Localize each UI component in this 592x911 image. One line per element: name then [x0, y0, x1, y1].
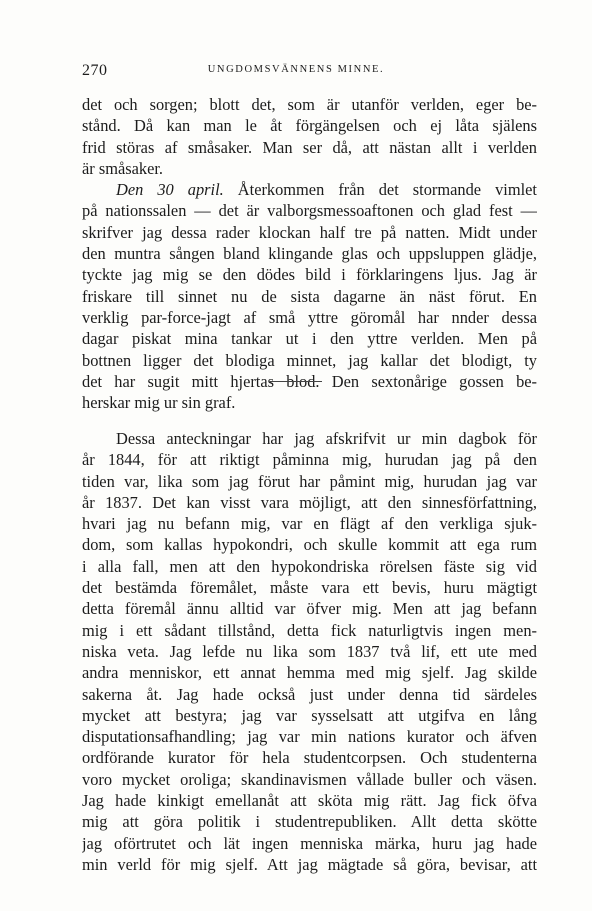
text-line: mycket att bestyra; jag var sysselsatt att utgifva en lång — [82, 705, 537, 725]
text-line: bottnen ligger det blodiga minnet, jag kallar det blodigt, ty — [82, 350, 537, 370]
text-line: niska veta. Jag lefde nu lika som 1837 två lif, ett ute med — [82, 641, 537, 661]
page-header — [0, 0, 592, 90]
section-divider — [270, 381, 322, 382]
text-line: voro mycket oroliga; skandinavismen vållade buller och väsen. — [82, 769, 537, 789]
running-head: UNGDOMSVÄNNENS MINNE. — [207, 64, 385, 75]
text-line: mig i ett sådant tillstånd, detta fick naturligtvis ingen men- — [82, 620, 537, 640]
text-line: Dessa anteckningar har jag afskrifvit ur min dagbok för — [116, 429, 537, 448]
text-line: mig att göra politik i studentrepubliken. Allt detta skötte — [82, 812, 537, 832]
text-line: detta föremål ännu alltid var öfver mig. Men att jag befann — [82, 599, 537, 619]
text-line: det bestämda föremålet, måste vara ett bevis, huru mägtigt — [82, 578, 537, 598]
text-line: år 1844, för att riktigt påminna mig, hurudan jag på den — [82, 450, 537, 470]
text-line: hvari jag nu befann mig, var en flägt af den verkliga sjuk- — [82, 514, 537, 534]
text-line: friskare till sinnet nu de sista dagarne än näst förut. En — [82, 286, 537, 306]
text-line: tyckte jag mig se den dödes bild i förklaringens ljus. Jag är — [82, 265, 537, 285]
entry-date: Den 30 april. — [116, 180, 224, 200]
page-number: 270 — [82, 62, 108, 79]
text-line: frid störas af småsaker. Man ser då, att nästan allt i verlden — [82, 137, 537, 157]
text-line: dom, som kallas hypokondri, och skulle kommit att ega rum — [82, 535, 537, 555]
text-line: stånd. Då kan man le åt förgängelsen och ej låta själens — [82, 116, 537, 136]
text-line: sakerna åt. Jag hade också just under denna tid särdeles — [82, 684, 537, 704]
text-line: den muntra sången bland klingande glas och uppsluppen glädje, — [82, 244, 537, 264]
text-line: herskar mig ur sin graf. — [82, 393, 236, 413]
dated-line-text: Återkommen från det stormande vimlet — [237, 180, 537, 200]
text-line: det och sorgen; blott det, som är utanför verlden, eger be- — [82, 95, 537, 114]
afterword-paragraph — [82, 428, 537, 875]
text-line: min verld för mig sjelf. Att jag mägtade så göra, bevisar, att — [82, 854, 537, 874]
text-line: verklig par-force-jagt af små yttre göromål har nnder dessa — [82, 307, 537, 327]
text-line: skrifver jag dessa rader klockan half tre på natten. Midt under — [82, 222, 537, 242]
text-line: Jag hade kinkigt emellanåt att sköta mig rätt. Jag fick öfva — [82, 791, 537, 811]
text-line: andra menniskor, ett annat hemma med mig sjelf. Jag skilde — [82, 663, 537, 683]
diary-entry-paragraph — [82, 94, 537, 413]
text-line: jag oförtrutet och lät ingen menniska märka, huru jag hade — [82, 833, 537, 853]
text-line: år 1837. Det kan visst vara möjligt, att den sinnesförfattning, — [82, 492, 537, 512]
text-line: är småsaker. — [82, 158, 164, 178]
text-line: dagar piskat mina tankar ut i den yttre verlden. Men på — [82, 329, 537, 349]
dated-line — [82, 179, 537, 200]
text-line: det har sugit mitt hjertas blod. Den sextonårige gossen be- — [82, 371, 537, 391]
text-line: tiden var, lika som jag förut har påmint mig, hurudan jag var — [82, 471, 537, 491]
text-line: disputationsafhandling; jag var min nations kurator och äfven — [82, 727, 537, 747]
text-line: på nationssalen — det är valborgsmessoaftonen och glad fest — — [82, 201, 537, 221]
text-line: i alla fall, men att den hypokondriska rörelsen fäste sig vid — [82, 556, 537, 576]
text-line: ordförande kurator för hela studentcorpsen. Och studenterna — [82, 748, 537, 768]
